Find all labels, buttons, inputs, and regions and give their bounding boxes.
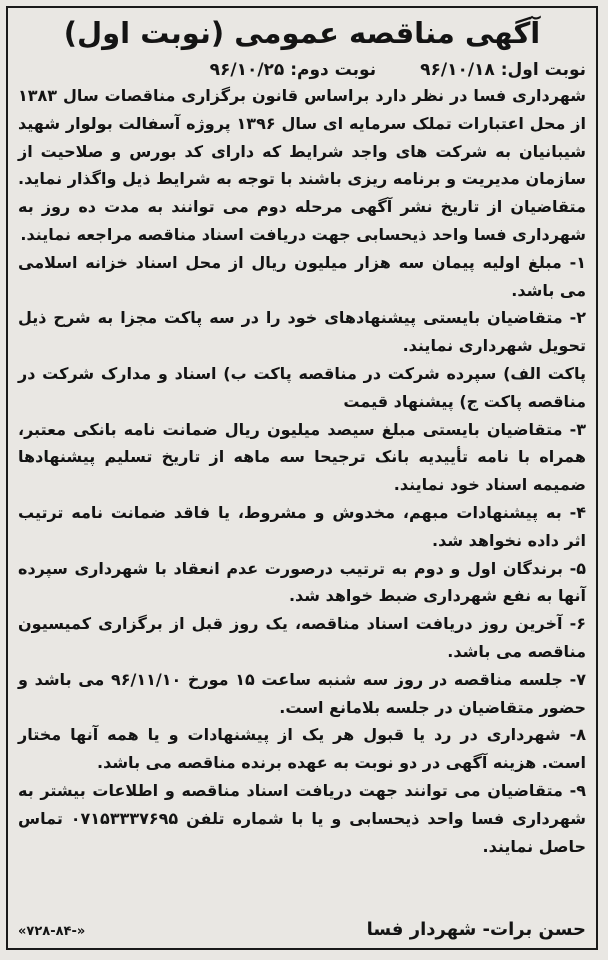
notice-title: آگهی مناقصه عمومی (نوبت اول) — [63, 16, 541, 50]
condition-item-5: ۵- برندگان اول و دوم به ترتیب درصورت عدم انعقاد با شهرداری سپرده آنها به نفع شهرداری ضبط خواهد شد. — [18, 558, 586, 606]
condition-item-4: ۴- به پیشنهادات مبهم، مخدوش و مشروط، یا فاقد ضمانت نامه ترتیب اثر داده نخواهد شد. — [18, 502, 586, 550]
condition-item-2: ۲- متقاضیان بایستی پیشنهادهای خود را در سه پاکت مجزا به شرح ذیل تحویل شهرداری نمایند. — [18, 308, 586, 356]
publication-dates — [18, 60, 586, 80]
intro-paragraph: شهرداری فسا در نظر دارد براساس قانون برگزاری مناقصات سال ۱۳۸۳ از محل اعتبارات تملک سرمایه ای سال ۱۳۹۶ پروژه آسفالت بولوار شهید شیبانیان به شرکت های واجد شرایط که دارای کد بورس و صلاحیت از سازمان مدیریت و برنامه ریزی باشند با توجه به شرایط ذیل واگذار نماید. متقاضیان از تاریخ نشر آگهی مرحله دوم می توانند به مدت ده روز به شهرداری فسا واحد ذیحسابی جهت دریافت اسناد مناقصه مراجعه نمایند. — [18, 86, 587, 244]
second-publication-date: نوبت دوم: ۹۶/۱۰/۲۵ — [209, 60, 377, 80]
notice-footer — [18, 919, 586, 940]
first-publication-date: نوبت اول: ۹۶/۱۰/۱۸ — [420, 60, 586, 80]
notice-frame — [6, 6, 598, 950]
condition-item-envelopes: پاکت الف) سپرده شرکت در مناقصه پاکت ب) اسناد و مدارک شرکت در مناقصه پاکت ج) پیشنهاد قیمت — [18, 363, 586, 411]
condition-item-8: ۸- شهرداری در رد یا قبول هر یک از پیشنهادات و یا همه آنها مختار است. هزینه آگهی در دو نوبت به عهده برنده مناقصه می باشد. — [18, 725, 586, 773]
condition-item-7: ۷- جلسه مناقصه در روز سه شنبه ساعت ۱۵ مورخ ۹۶/۱۱/۱۰ می باشد و حضور متقاضیان در جلسه بلامانع است. — [18, 669, 586, 717]
signature: حسن برات- شهردار فسا — [366, 919, 586, 940]
notice-code: «۷۲۸-۸۴-» — [18, 924, 86, 939]
condition-item-6: ۶- آخرین روز دریافت اسناد مناقصه، یک روز قبل از برگزاری کمیسیون مناقصه می باشد. — [18, 614, 586, 661]
condition-item-3: ۳- متقاضیان بایستی مبلغ سیصد میلیون ریال ضمانت نامه بانکی معتبر، همراه با نامه تأییدیه بانک ترجیحا سه ماهه از تاریخ تسلیم پیشنهادها ضمیمه اسناد خود نمایند. — [18, 419, 586, 495]
condition-item-9: ۹- متقاضیان می توانند جهت دریافت اسناد مناقصه و اطلاعات بیشتر به شهرداری فسا واحد ذیحسابی و یا با شماره تلفن ۰۷۱۵۳۳۳۷۶۹۵ تماس حاصل نمایند. — [18, 780, 587, 856]
condition-item-1: ۱- مبلغ اولیه پیمان سه هزار میلیون ریال از محل اسناد خزانه اسلامی می باشد. — [18, 252, 586, 300]
